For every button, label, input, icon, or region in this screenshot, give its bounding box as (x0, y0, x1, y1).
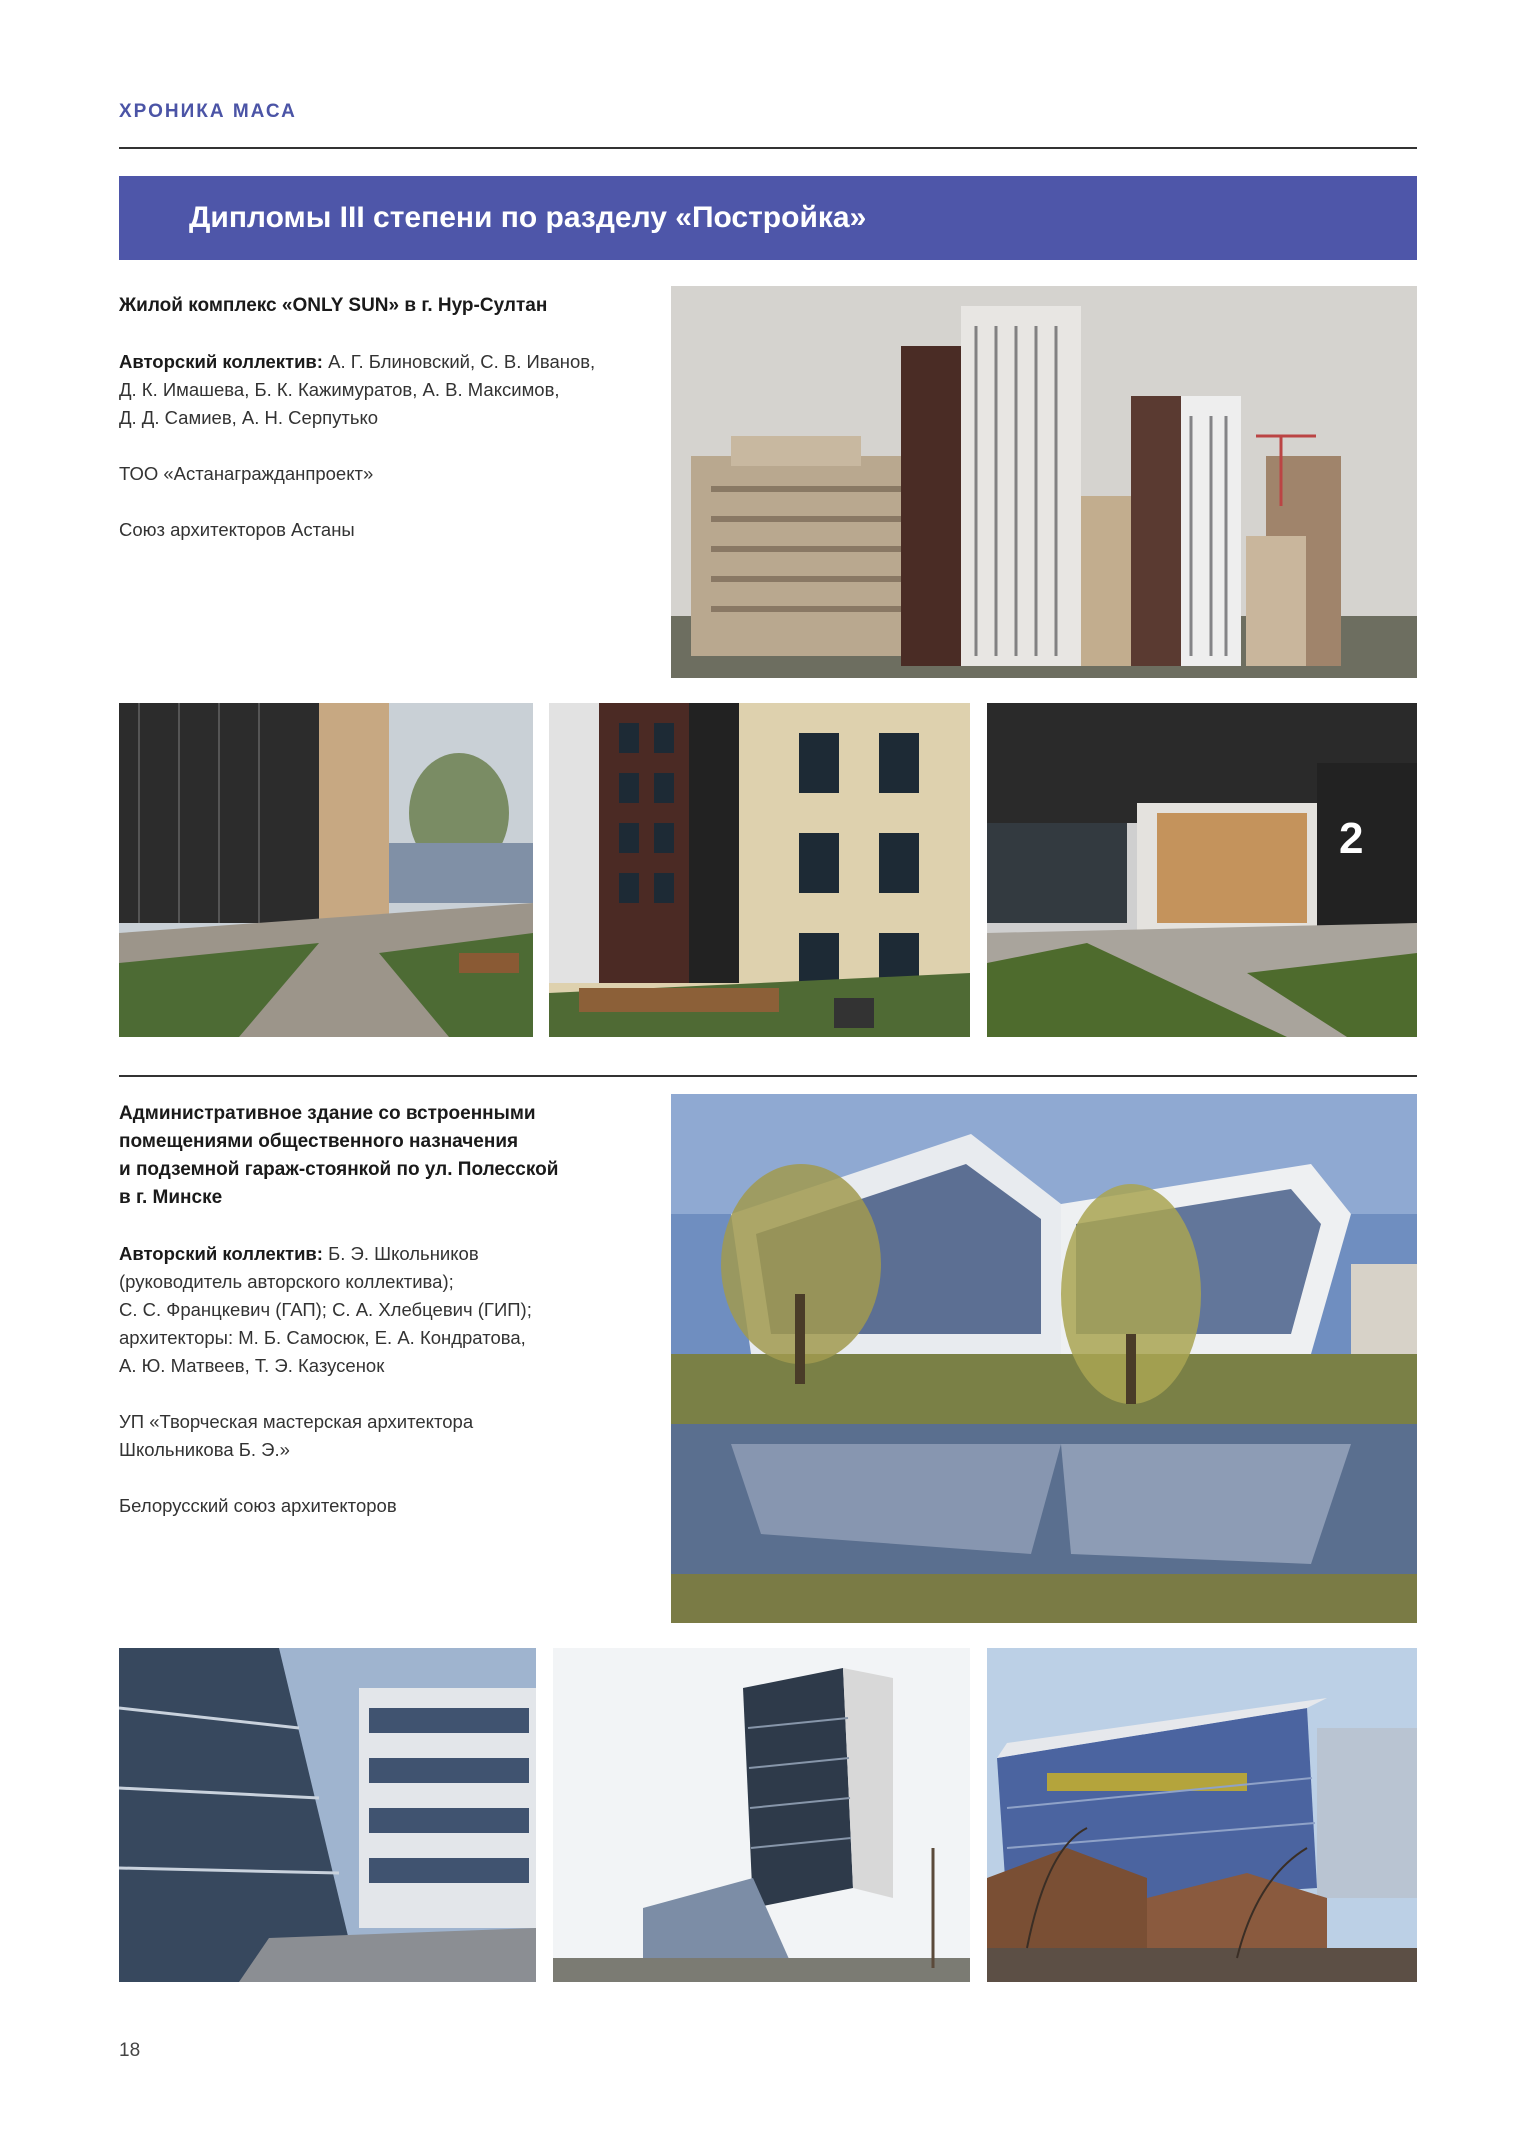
entry-2-organization (119, 1408, 473, 1464)
entry-2-title-line: помещениями общественного назначения (119, 1131, 519, 1152)
entry-2-authors-line: (руководитель авторского коллектива); (119, 1271, 454, 1292)
section-kicker: ХРОНИКА МАСА (119, 101, 297, 122)
building-over-houses-photo (987, 1648, 1417, 1982)
office-building-reflection-photo (671, 1094, 1417, 1623)
glass-facade-photo (119, 1648, 536, 1982)
entry-1-authors-line: Д. К. Имашева, Б. К. Кажимуратов, А. В. Максимов, (119, 379, 560, 400)
entry-2-authors-line: Б. Э. Школьников (328, 1243, 479, 1264)
entry-2-title-line: в г. Минске (119, 1187, 223, 1208)
entry-2-authors-line: архитекторы: М. Б. Самосюк, Е. А. Кондратова, (119, 1327, 526, 1348)
entry-1-title: Жилой комплекс «ONLY SUN» в г. Нур-Султан (119, 295, 548, 316)
facade-bench-photo (549, 703, 970, 1037)
entry-1-union: Союз архитекторов Астаны (119, 519, 355, 540)
entry-2-authors-line: С. С. Францкевич (ГАП); С. А. Хлебцевич (ГИП); (119, 1299, 532, 1320)
entry-1-organization: ТОО «Астанагражданпроект» (119, 463, 374, 484)
entry-2-organization-line: УП «Творческая мастерская архитектора (119, 1411, 474, 1432)
svg-text:2: 2 (1339, 814, 1364, 863)
entry-1-authors-line: Д. Д. Самиев, А. Н. Серпутько (119, 407, 379, 428)
entry-2-title-line: и подземной гараж-стоянкой по ул. Полесской (119, 1159, 559, 1180)
entrance-lobby-photo (987, 703, 1417, 1037)
page-number: 18 (119, 2040, 141, 2061)
section-banner (119, 176, 1417, 260)
cantilever-tower-photo (553, 1648, 970, 1982)
courtyard-walkway-photo (119, 703, 533, 1037)
entry-2-union: Белорусский союз архитекторов (119, 1495, 397, 1516)
entry-2-authors-line: А. Ю. Матвеев, Т. Э. Казусенок (119, 1355, 385, 1376)
entry-2-organization-line: Школьникова Б. Э.» (119, 1439, 290, 1460)
entry-1-authors-line: А. Г. Блиновский, С. В. Иванов, (328, 351, 596, 372)
banner-title: Дипломы III степени по разделу «Постройка» (189, 201, 867, 234)
entry-1-authors (119, 348, 595, 432)
residential-towers-photo (671, 286, 1417, 678)
entry-2-title-line: Административное здание со встроенными (119, 1103, 536, 1124)
section-divider (119, 1075, 1417, 1077)
entry-2-authors (119, 1240, 532, 1380)
header-divider (119, 147, 1417, 149)
entry-1-authors-label: Авторский коллектив: (119, 351, 323, 372)
entry-2-authors-label: Авторский коллектив: (119, 1243, 323, 1264)
entry-2-title (119, 1100, 558, 1212)
